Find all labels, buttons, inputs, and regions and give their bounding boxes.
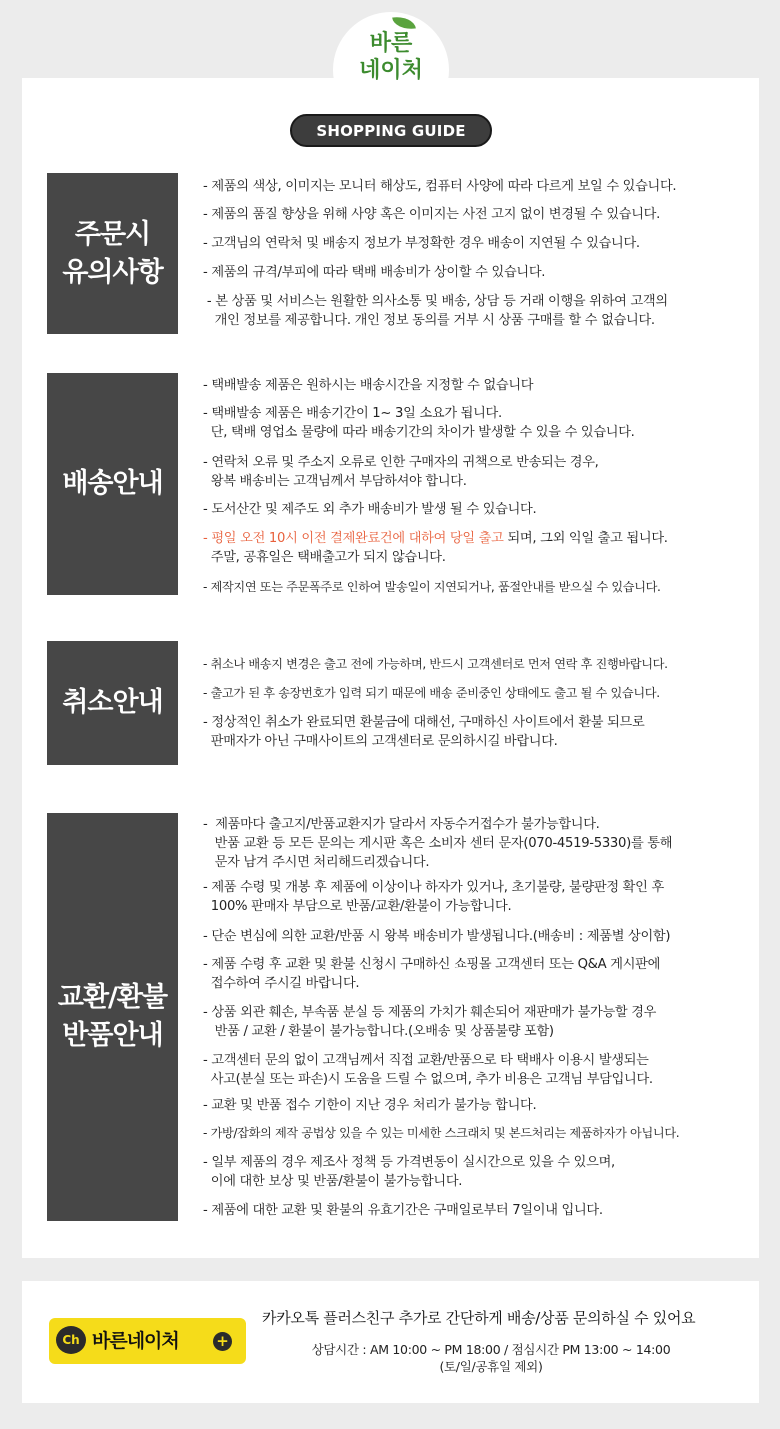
- cancel-note: - 정상적인 취소가 완료되면 환불금에 대해선, 구매하신 사이트에서 환불 되므로 판매자가 아닌 구매사이트의 고객센터로 문의하시길 바랍니다.: [203, 715, 645, 749]
- same-day-highlight: 평일 오전 10시 이전 결제완료건에 대하여 당일 출고: [211, 531, 504, 546]
- exchange-note: - 일부 제품의 경우 제조사 정책 등 가격변동이 실시간으로 있을 수 있으며, 이에 대한 보상 및 반품/환불이 불가능합니다.: [203, 1155, 615, 1189]
- order-label-line-1: 주문시: [74, 218, 151, 250]
- section-label-shipping: 배송안내: [47, 373, 178, 595]
- exchange-label-line-1: 교환/환불: [57, 982, 168, 1013]
- exchange-note: - 제품마다 출고지/반품교환지가 달라서 자동수거접수가 불가능합니다. 반품 교환 등 모든 문의는 게시판 혹은 소비자 센터 문자(070-4519-5330)를 통해 문자 남겨 주시면 처리해드리겠습니다.: [203, 817, 673, 870]
- brand-logo: [336, 30, 446, 84]
- exchange-note: - 상품 외관 훼손, 부속품 분실 등 제품의 가치가 훼손되어 재판매가 불가능할 경우 반품 / 교환 / 환불이 불가능합니다.(오배송 및 상품불량 포함): [203, 1005, 657, 1039]
- section-label-order: [47, 173, 178, 334]
- shipping-note: - 도서산간 및 제주도 외 추가 배송비가 발생 될 수 있습니다.: [203, 502, 537, 517]
- order-note: - 제품의 품질 향상을 위해 사양 혹은 이미지는 사전 고지 없이 변경될 수 있습니다.: [203, 207, 660, 222]
- shipping-note: - 택배발송 제품은 배송기간이 1~ 3일 소요가 됩니다. 단, 택배 영업소 물량에 따라 배송기간의 차이가 발생할 수 있을 수 있습니다.: [203, 406, 635, 440]
- order-note: - 고객님의 연락처 및 배송지 정보가 부정확한 경우 배송이 지연될 수 있습니다.: [203, 236, 640, 251]
- cancel-note: - 출고가 된 후 송장번호가 입력 되기 때문에 배송 준비중인 상태에도 출고 될 수 있습니다.: [203, 686, 660, 700]
- shipping-note: - 제작지연 또는 주문폭주로 인하여 발송일이 지연되거나, 품절안내를 받으실 수 있습니다.: [203, 580, 661, 594]
- kakao-channel-name: 바른네이처: [92, 1330, 179, 1352]
- exchange-note: - 단순 변심에 의한 교환/반품 시 왕복 배송비가 발생됩니다.(배송비 : 제품별 상이함): [203, 929, 671, 944]
- order-label-line-2: 유의사항: [62, 256, 163, 288]
- exchange-note: - 가방/잡화의 제작 공법상 있을 수 있는 미세한 스크래치 및 본드처리는 제품하자가 아닙니다.: [203, 1126, 680, 1140]
- highlight-rest: 되며, 그외 익일 출고 됩니다.: [503, 531, 668, 546]
- shopping-guide-title: SHOPPING GUIDE: [290, 114, 492, 147]
- exchange-note: - 제품 수령 및 개봉 후 제품에 이상이나 하자가 있거나, 초기불량, 불량판정 확인 후 100% 판매자 부담으로 반품/교환/환불이 가능합니다.: [203, 880, 664, 914]
- exchange-label-line-2: 반품안내: [62, 1020, 163, 1051]
- cancel-note: - 취소나 배송지 변경은 출고 전에 가능하며, 반드시 고객센터로 먼저 연락 후 진행바랍니다.: [203, 657, 668, 671]
- highlight-line-2: 주말, 공휴일은 택배출고가 되지 않습니다.: [203, 550, 446, 565]
- logo-line-1: 바른: [369, 31, 413, 56]
- section-label-exchange: [47, 813, 178, 1221]
- order-note: - 본 상품 및 서비스는 원활한 의사소통 및 배송, 상담 등 거래 이행을 위하여 고객의 개인 정보를 제공합니다. 개인 정보 동의를 거부 시 상품 구매를 할 수 없습니다.: [206, 294, 668, 328]
- shipping-highlight-note: [203, 529, 748, 567]
- shipping-note: - 택배발송 제품은 원하시는 배송시간을 지정할 수 없습니다: [203, 378, 534, 393]
- exchange-note: - 제품 수령 후 교환 및 환불 신청시 구매하신 쇼핑몰 고객센터 또는 Q&A 게시판에 접수하여 주시길 바랍니다.: [203, 957, 661, 991]
- highlight-prefix: -: [203, 531, 212, 546]
- exchange-note: - 고객센터 문의 없이 고객님께서 직접 교환/반품으로 타 택배사 이용시 발생되는 사고(분실 또는 파손)시 도움을 드릴 수 없으며, 추가 비용은 고객님 부담입니다.: [203, 1053, 653, 1087]
- shipping-note: - 연락처 오류 및 주소지 오류로 인한 구매자의 귀책으로 반송되는 경우, 왕복 배송비는 고객님께서 부담하셔야 합니다.: [203, 455, 599, 489]
- exchange-note: - 교환 및 반품 접수 기한이 지난 경우 처리가 불가능 합니다.: [203, 1098, 537, 1113]
- logo-line-2: 네이처: [359, 58, 423, 83]
- order-note: - 제품의 색상, 이미지는 모니터 해상도, 컴퓨터 사양에 따라 다르게 보일 수 있습니다.: [203, 179, 677, 194]
- exchange-note: - 제품에 대한 교환 및 환불의 유효기간은 구매일로부터 7일이내 입니다.: [203, 1203, 603, 1218]
- order-note: - 제품의 규격/부피에 따라 택배 배송비가 상이할 수 있습니다.: [203, 265, 546, 280]
- section-label-cancel: 취소안내: [47, 641, 178, 765]
- hours-line-1: 상담시간 : AM 10:00 ~ PM 18:00 / 점심시간 PM 13:00 ~ 14:00: [311, 1342, 671, 1357]
- hours-line-2: (토/일/공휴일 제외): [439, 1359, 543, 1374]
- kakao-description: 카카오톡 플러스친구 추가로 간단하게 배송/상품 문의하실 수 있어요: [262, 1309, 696, 1327]
- consulting-hours: [300, 1341, 682, 1375]
- kakao-ch-icon: Ch: [56, 1326, 86, 1354]
- plus-icon[interactable]: +: [213, 1332, 232, 1351]
